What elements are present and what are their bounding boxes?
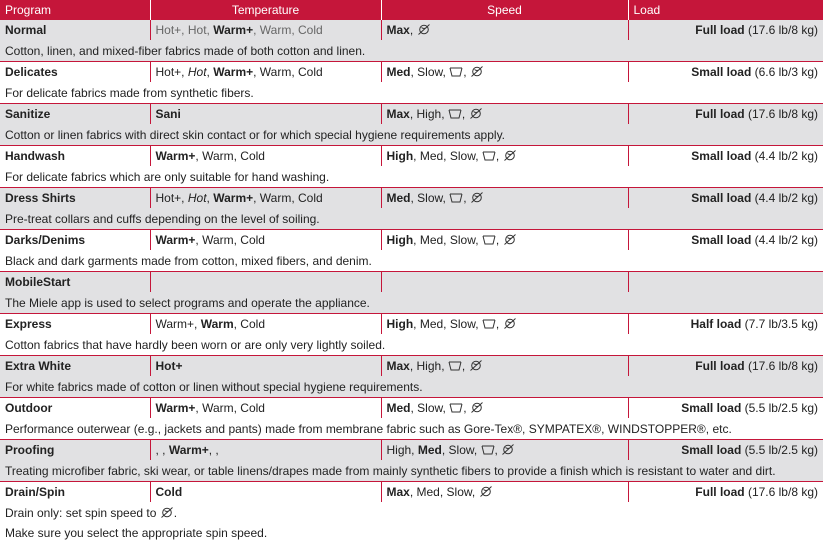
text-fragment: Hot: [187, 65, 207, 79]
text-fragment: (17.6 lb/8 kg): [744, 107, 818, 121]
table-row: [0, 20, 823, 41]
rinse-hold-icon: [449, 192, 463, 203]
text-fragment: Sani: [155, 107, 181, 121]
speed-cell: [381, 104, 628, 125]
text-fragment: Med: [386, 65, 411, 79]
speed-cell: [381, 398, 628, 419]
text-fragment: , Warm, Cold: [195, 233, 265, 247]
text-fragment: High,: [386, 443, 418, 457]
text-fragment: Warm+: [155, 233, 196, 247]
text-fragment: (17.6 lb/8 kg): [744, 485, 818, 499]
load-cell: [628, 62, 823, 83]
text-fragment: , Warm, Cold: [195, 401, 265, 415]
program-name: Sanitize: [0, 104, 150, 125]
no-spin-icon: [469, 108, 483, 119]
text-fragment: ,: [461, 107, 469, 121]
no-spin-icon: [160, 507, 174, 518]
load-cell: [628, 314, 823, 335]
speed-cell: [381, 62, 628, 83]
text-fragment: ,: [206, 191, 214, 205]
text-fragment: (5.5 lb/2.5 kg): [741, 401, 818, 415]
rinse-hold-icon: [448, 360, 462, 371]
program-description: For delicate fabrics which are only suitable for hand washing.: [5, 169, 330, 184]
temperature-cell: [150, 398, 381, 419]
no-spin-icon: [417, 24, 431, 35]
temperature-cell: [150, 440, 381, 461]
rinse-hold-icon: [449, 402, 463, 413]
table-header-row: [0, 0, 823, 20]
text-fragment: ,: [495, 317, 503, 331]
program-description: For delicate fabrics made from synthetic fibers.: [5, 85, 254, 100]
load-cell: [628, 482, 823, 503]
text-fragment: Small load: [691, 149, 752, 163]
text-fragment: Warm+,: [155, 317, 201, 331]
description-row: [0, 376, 823, 398]
text-fragment: (4.4 lb/2 kg): [751, 191, 818, 205]
text-fragment: .: [173, 505, 178, 520]
text-fragment: (6.6 lb/3 kg): [751, 65, 818, 79]
header-program: Program: [0, 0, 150, 20]
no-spin-icon: [469, 360, 483, 371]
description-row: [0, 124, 823, 146]
program-description: [0, 502, 823, 523]
text-fragment: , ,: [208, 443, 219, 457]
program-description: Black and dark garments made from cotton, mixed fibers, and denim.: [5, 253, 372, 268]
rinse-hold-icon: [481, 444, 495, 455]
text-fragment: Hot+,: [155, 65, 188, 79]
temperature-cell: [150, 230, 381, 251]
speed-cell: [381, 188, 628, 209]
temperature-cell: [150, 314, 381, 335]
text-fragment: Small load: [691, 233, 752, 247]
table-row: [0, 62, 823, 83]
description-row: [0, 208, 823, 230]
program-name: Proofing: [0, 440, 150, 461]
text-fragment: Hot+,: [155, 191, 188, 205]
speed-cell: [381, 356, 628, 377]
text-fragment: Small load: [691, 65, 752, 79]
text-fragment: ,: [494, 443, 502, 457]
text-fragment: Warm+: [213, 191, 254, 205]
program-name: MobileStart: [0, 272, 150, 293]
text-fragment: ,: [463, 191, 470, 205]
text-fragment: , Med, Slow,: [409, 485, 479, 499]
text-fragment: , High,: [409, 107, 448, 121]
text-fragment: (5.5 lb/2.5 kg): [741, 443, 818, 457]
load-cell: [628, 188, 823, 209]
text-fragment: (17.6 lb/8 kg): [744, 23, 818, 37]
text-fragment: , Med, Slow,: [413, 233, 482, 247]
table-row: [0, 398, 823, 419]
text-fragment: Max: [386, 359, 410, 373]
program-name: Handwash: [0, 146, 150, 167]
load-cell: [628, 440, 823, 461]
text-fragment: ,: [463, 401, 470, 415]
load-cell: [628, 356, 823, 377]
rinse-hold-icon: [482, 318, 496, 329]
program-description: Treating microfiber fabric, ski wear, or table linens/drapes made from mainly synthetic fibers to provide a finish which is resistant to water and dirt.: [0, 460, 823, 482]
text-fragment: Warm+: [213, 23, 254, 37]
program-name: Dress Shirts: [0, 188, 150, 209]
text-fragment: , Warm, Cold: [253, 23, 323, 37]
program-description: Pre-treat collars and cuffs depending on the level of soiling.: [0, 208, 823, 230]
program-description: For white fabrics made of cotton or linen without special hygiene requirements.: [0, 376, 823, 398]
program-description: Cotton fabrics that have hardly been worn or are only very lightly soiled.: [5, 337, 386, 352]
table-row: [0, 146, 823, 167]
description-row: [0, 502, 823, 523]
description-row: [0, 166, 823, 188]
text-fragment: Hot: [187, 191, 207, 205]
no-spin-icon: [503, 318, 517, 329]
temperature-cell: [150, 188, 381, 209]
speed-cell: [381, 20, 628, 41]
text-fragment: Small load: [681, 401, 742, 415]
rinse-hold-icon: [448, 108, 462, 119]
text-fragment: Hot+, Hot,: [155, 23, 214, 37]
description-row: [0, 460, 823, 482]
table-row: [0, 188, 823, 209]
text-fragment: , Slow,: [410, 401, 450, 415]
load-cell: [628, 104, 823, 125]
program-name: Outdoor: [0, 398, 150, 419]
no-spin-icon: [470, 66, 484, 77]
text-fragment: Max: [386, 107, 410, 121]
text-fragment: , High,: [409, 359, 448, 373]
text-fragment: , Warm, Cold: [195, 149, 265, 163]
no-spin-icon: [470, 192, 484, 203]
text-fragment: Med: [417, 443, 442, 457]
header-temperature: Temperature: [150, 0, 381, 20]
program-description: Make sure you select the appropriate spin speed.: [5, 526, 268, 540]
text-fragment: ,: [495, 233, 503, 247]
text-fragment: , Slow,: [410, 65, 450, 79]
table-row: [0, 356, 823, 377]
temperature-cell: [150, 272, 381, 293]
table-row: [0, 440, 823, 461]
text-fragment: ,: [495, 149, 503, 163]
rinse-hold-icon: [482, 150, 496, 161]
load-cell: [628, 272, 823, 293]
text-fragment: , Warm, Cold: [253, 191, 323, 205]
text-fragment: , Warm, Cold: [253, 65, 323, 79]
text-fragment: High: [386, 317, 414, 331]
text-fragment: Hot+: [155, 359, 183, 373]
text-fragment: High: [386, 149, 414, 163]
load-cell: [628, 398, 823, 419]
program-description: The Miele app is used to select programs and operate the appliance.: [0, 292, 823, 314]
program-name: Normal: [0, 20, 150, 41]
description-row: [0, 40, 823, 62]
text-fragment: Warm+: [155, 401, 196, 415]
no-spin-icon: [501, 444, 515, 455]
text-fragment: , ,: [155, 443, 169, 457]
speed-cell: [381, 272, 628, 293]
text-fragment: Full load: [695, 359, 745, 373]
no-spin-icon: [503, 150, 517, 161]
text-fragment: Full load: [695, 107, 745, 121]
text-fragment: (4.4 lb/2 kg): [751, 233, 818, 247]
speed-cell: [381, 440, 628, 461]
text-fragment: ,: [463, 65, 470, 79]
text-fragment: , Med, Slow,: [413, 317, 482, 331]
description-row: [0, 334, 823, 356]
text-fragment: ,: [409, 23, 417, 37]
text-fragment: Warm+: [213, 65, 254, 79]
rinse-hold-icon: [449, 66, 463, 77]
table-row: [0, 314, 823, 335]
text-fragment: Drain only: set spin speed to: [5, 505, 160, 520]
no-spin-icon: [470, 402, 484, 413]
description-row: [0, 523, 823, 543]
load-cell: [628, 146, 823, 167]
text-fragment: Small load: [681, 443, 742, 457]
text-fragment: ,: [461, 359, 469, 373]
speed-cell: [381, 230, 628, 251]
load-cell: [628, 230, 823, 251]
text-fragment: Cold: [155, 485, 183, 499]
description-row: [0, 250, 823, 272]
temperature-cell: [150, 20, 381, 41]
load-cell: [628, 20, 823, 41]
rinse-hold-icon: [482, 234, 496, 245]
text-fragment: Med: [386, 401, 411, 415]
header-speed: Speed: [381, 0, 628, 20]
temperature-cell: [150, 356, 381, 377]
program-name: Darks/Denims: [0, 230, 150, 251]
program-name: Delicates: [0, 62, 150, 83]
text-fragment: High: [386, 233, 414, 247]
text-fragment: Full load: [695, 23, 745, 37]
header-load: Load: [628, 0, 823, 20]
program-name: Drain/Spin: [0, 482, 150, 503]
text-fragment: Full load: [695, 485, 745, 499]
text-fragment: Warm+: [168, 443, 209, 457]
table-row: [0, 230, 823, 251]
description-row: [0, 292, 823, 314]
temperature-cell: [150, 482, 381, 503]
text-fragment: Max: [386, 23, 410, 37]
text-fragment: , Slow,: [441, 443, 481, 457]
table-body: [0, 20, 823, 544]
text-fragment: (17.6 lb/8 kg): [744, 359, 818, 373]
speed-cell: [381, 482, 628, 503]
text-fragment: (7.7 lb/3.5 kg): [741, 317, 818, 331]
text-fragment: Max: [386, 485, 410, 499]
temperature-cell: [150, 62, 381, 83]
table-row: [0, 482, 823, 503]
speed-cell: [381, 314, 628, 335]
text-fragment: , Slow,: [410, 191, 450, 205]
text-fragment: Half load: [690, 317, 742, 331]
no-spin-icon: [479, 486, 493, 497]
text-fragment: (4.4 lb/2 kg): [751, 149, 818, 163]
speed-cell: [381, 146, 628, 167]
text-fragment: Warm: [200, 317, 234, 331]
no-spin-icon: [503, 234, 517, 245]
text-fragment: , Med, Slow,: [413, 149, 482, 163]
text-fragment: ,: [206, 65, 214, 79]
program-name: Extra White: [0, 356, 150, 377]
text-fragment: Med: [386, 191, 411, 205]
text-fragment: Warm+: [155, 149, 196, 163]
text-fragment: , Cold: [233, 317, 265, 331]
program-description: Cotton or linen fabrics with direct skin contact or for which special hygiene requirements apply.: [0, 124, 823, 146]
text-fragment: Small load: [691, 191, 752, 205]
program-description: Cotton, linen, and mixed-fiber fabrics made of both cotton and linen.: [0, 40, 823, 62]
table-row: [0, 272, 823, 293]
description-row: [0, 82, 823, 104]
temperature-cell: [150, 104, 381, 125]
temperature-cell: [150, 146, 381, 167]
program-name: Express: [0, 314, 150, 335]
table-row: [0, 104, 823, 125]
program-description: Performance outerwear (e.g., jackets and pants) made from membrane fabric such as Gore-Tex®, SYMPATEX®, WINDSTOPPER®, etc.: [5, 421, 732, 436]
description-row: [0, 418, 823, 440]
